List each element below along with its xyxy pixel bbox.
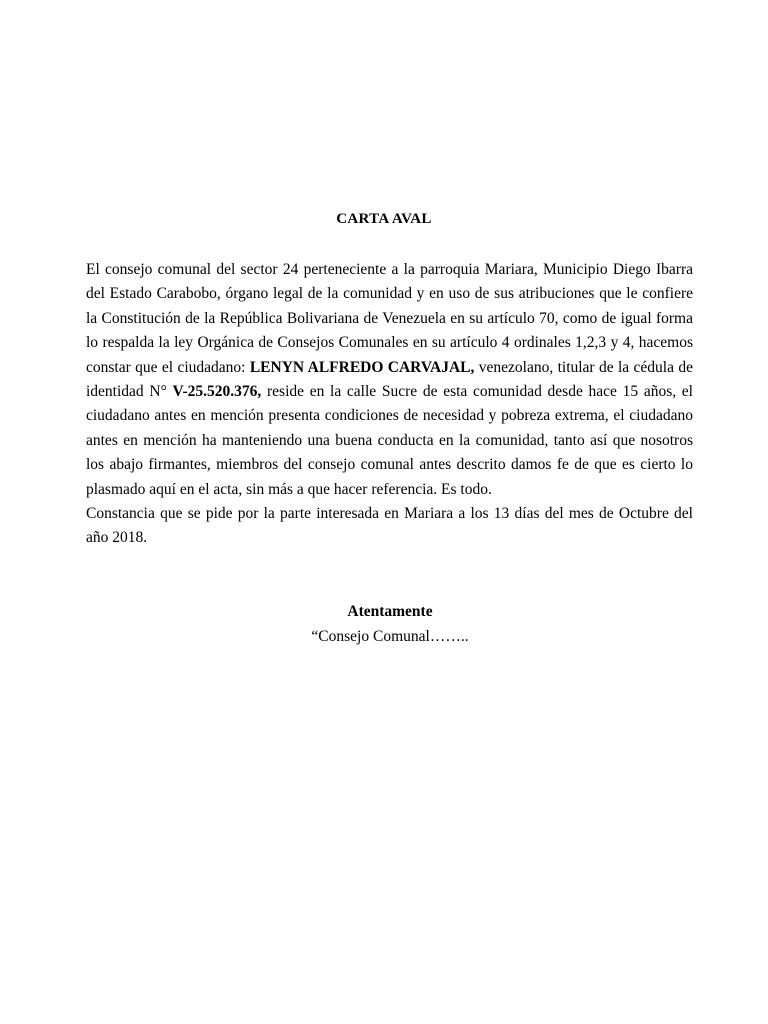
paragraph-text-rest: reside en la calle Sucre de esta comunidad desde hace 15 años, el ciudadano antes en mención presenta condiciones de necesidad y pobreza extrema, el ciudadano antes en mención ha manteniendo una buena conducta en la comunidad, tanto así que nosotros los abajo firmantes, miembros del consejo comunal antes descrito damos fe de que es cierto lo plasmado aquí en el acta, sin más a que hacer referencia. Es todo.: [86, 383, 693, 498]
paragraph-text-intro: El consejo comunal del sector 24 perteneciente a la parroquia Mariara, Municipio Diego Ibarra del Estado Carabobo, órgano legal de la comunidad y en uso de sus atribuciones que le confiere la Constitución de la República Bolivariana de Venezuela en su artículo 70, como de igual forma lo respalda la ley Orgánica de Consejos Comunales en su artículo 4 ordinales 1,2,3 y 4, hacemos constar que el ciudadano:: [86, 261, 693, 376]
certification-paragraph: Constancia que se pide por la parte interesada en Mariara a los 13 días del mes de Octubre del año 2018.: [86, 505, 693, 547]
paragraph-text-id-label: venezolano, titular de la cédula de identidad N°: [86, 358, 693, 401]
document-title: CARTA AVAL: [336, 211, 432, 227]
citizen-id-number: V-25.520.376,: [172, 383, 262, 401]
signature-line: “Consejo Comunal……..: [311, 628, 469, 645]
citizen-name: LENYN ALFREDO CARVAJAL,: [249, 358, 475, 376]
main-paragraph: [86, 258, 693, 502]
document-body: [86, 258, 693, 551]
closing-salutation: Atentamente: [347, 603, 433, 620]
